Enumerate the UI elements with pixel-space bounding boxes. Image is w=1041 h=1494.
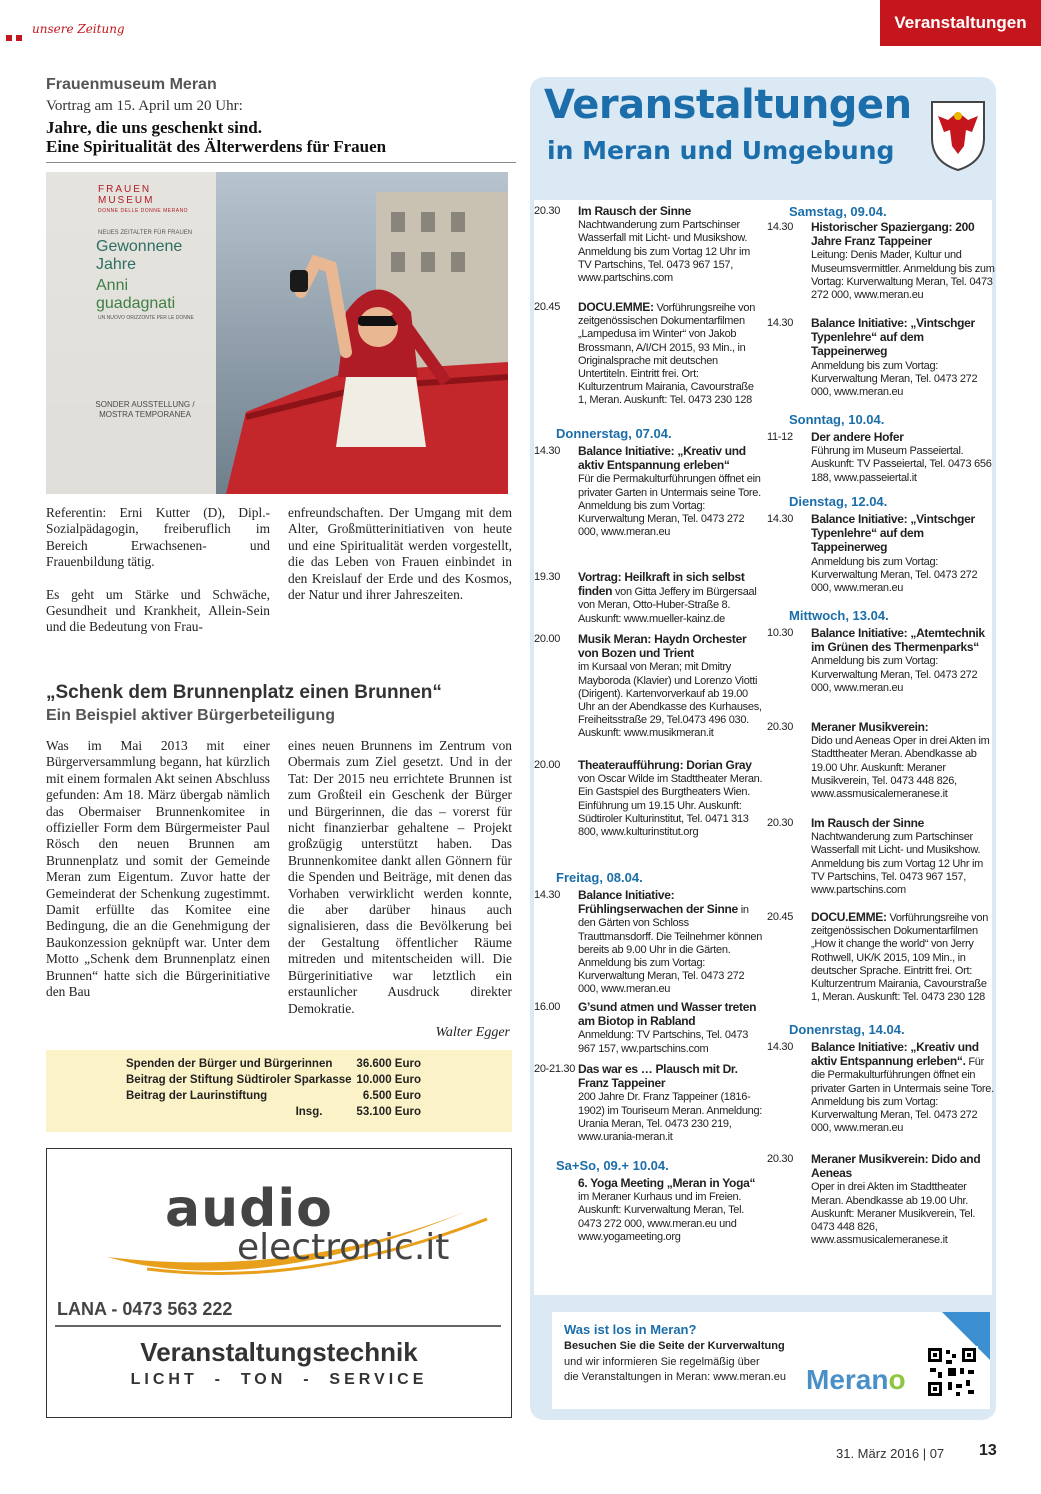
info-box [552,1312,990,1409]
event-item [534,759,766,871]
event-body: DOCU.EMME: Vorführungsreihe von zeitgenössischen Dokumentarfilmen „How it change the world“ von Jerry Rothwell, UK/K 2015, 109 Min., in deutscher Sprache. Eintritt frei. Ort: Kulturzentrum Mairania, Cavourstraße 1, Meran. Auskunft: Tel. 0473 230 128 [811,910,989,1004]
event-time: 20.30 [767,721,794,733]
event-body: G’sund atmen und Wasser treten am Biotop in Rabland Anmeldung: TV Partschins, Tel. 0473 967 157, ww.partschins.com [578,1000,757,1055]
header-squares [6,28,26,46]
article1-column2 [288,505,512,619]
event-body: DOCU.EMME: Vorführungsreihe von zeitgenössischen Dokumentarfilmen „Lampedusa im Winter“ von Jakob Brossmann, A/I/CH 2015, 93 Min., in Originalsprache mit deutschen Untertiteln. Eintritt frei. Ort: Kulturzentrum Mairania, Cavourstraße 1, Meran. Auskunft: Tel. 0473 230 128 [578,300,756,407]
event-time: 14.30 [767,1041,794,1053]
event-body: Historischer Spaziergang: 200 Jahre Franz Tappeiner Leitung: Denis Mader, Kultur und Museumsvermittler. Anmeldung bis zum Vortag: Kurverwaltung Meran, Tel. 0473 272 000, www.meran.eu [811,220,995,302]
event-body: Balance Initiative: „Kreativ und aktiv Entspannung erleben“ Für die Permakulturführungen öffnet ein privater Garten in Untermais seine Tore. Anmeldung bis zum Vortag: Kurverwaltung Meran, Tel. 0473 272 000, www.meran.eu [578,444,761,539]
article1-title-line2: Eine Spiritualität des Älterwerdens für Frauen [46,137,387,156]
donation-row: Beitrag der Stiftung Südtiroler Sparkasse 10.000 Euro [126,1074,421,1086]
events-column-left [534,205,766,1257]
poster-illustration [46,172,508,494]
event-item [534,633,766,759]
article2-title: „Schenk dem Brunnenplatz einen Brunnen“ [46,682,442,703]
poster-title-de-line2: Jahre [96,256,137,273]
events-title: Veranstaltungen [544,82,912,128]
event-time: 20.45 [767,911,794,923]
day-heading: Sa+So, 09.+ 10.04. [556,1158,669,1173]
poster-museum-line2: MUSEUM [98,195,155,206]
event-time: 11-12 [767,431,793,443]
article2-subtitle: Ein Beispiel aktiver Bürgerbeteiligung [46,707,335,724]
qr-code-icon [926,1346,978,1398]
event-body: 6. Yoga Meeting „Meran in Yoga“ im Meraner Kurhaus und im Freien. Auskunft: Kurverwaltung Meran, Tel. 0473 272 000, www.meran.eu und www.yogameeting.org [578,1176,756,1243]
event-body: Der andere Hofer Führung im Museum Passeiertal. Auskunft: TV Passeiertal, Tel. 0473 656 188, www.passeiertal.it [811,430,992,484]
article2-column1: Was im Mai 2013 mit einer Bürgerversammlung begann, hat kürzlich mit einem formalen Akt seinen Abschluss gefunden: Am 18. März übergab nämlich das Obermaiser Brunnenkomitee in offizieller Form dem Bürgermeister Paul Rösch den neuen Brunnen am Brunnenplatz und somit der Gemeinde Meran zum Eigentum. Zuvor hatte der Gemeinderat der Schenkung zugestimmt. Damit erfüllte das Komitee eine Bedingung, die an die Genehmigung der Baukonzession geknüpft war. Unter dem Motto „Schenk dem Brunnenplatz einen Brunnen“ hatte sich die Bürgerinitiative den Bau [46,738,270,1000]
event-body: Musik Meran: Haydn Orchester von Bozen und Trient im Kursaal von Meran; mit Dmitry Mayboroda (Klavier) und Lorenzo Viotti (Dirigent). Kartenvorverkauf ab 19.00 Uhr an der Abendkasse des Kurhauses, Freiheitsstraße 29, Tel.0473 496 030. Auskunft: www.musikmeran.it [578,632,762,740]
day-heading: Sonntag, 10.04. [789,412,885,427]
event-item [767,911,992,1023]
donations-box [46,1050,512,1132]
ad-brand-electronic: electronic.it [237,1227,450,1268]
donation-total-row: Insg. 53.100 Euro [295,1106,421,1118]
event-body: Vortrag: Heilkraft in sich selbst finden von Gitta Jeffery im Bürgersaal von Meran, Otto-Huber-Straße 8. Auskunft: www.mueller-kainz.de [578,570,757,625]
ad-headline: Veranstaltungstechnik [140,1337,418,1367]
event-item [767,431,992,495]
ad-brand-audio: audio [165,1179,333,1239]
event-time: 14.30 [534,889,561,901]
event-item [534,1177,766,1257]
poster-exhibit-label [86,400,204,420]
event-time: 20.00 [534,759,561,771]
poster-kicker: NEUES ZEITALTER FÜR FRAUEN [98,230,193,236]
day-heading: Mittwoch, 13.04. [789,608,889,623]
event-time: 14.30 [767,513,794,525]
event-time: 10.30 [767,627,794,639]
article1-paragraph: Referentin: Erni Kutter (D), Dipl.-Sozialpädagogin, freiberuflich im Bereich Erwachsenen- und Frauenbildung tätig. [46,505,270,570]
event-body: Balance Initiative: Frühlingserwachen der Sinne in den Gärten von Schloss Trauttmansdorff. Die Teilnehmer können bereits ab 9.00 Uhr in die Gärten. Anmeldung bis zum Vortag: Kurverwaltung Meran, Tel. 0473 272 000, www.meran.eu [578,888,763,996]
event-body: Theateraufführung: Dorian Gray von Oscar Wilde im Stadttheater Meran. Ein Gastspiel des Burgtheaters Wien. Einführung um 19.15 Uhr. Auskunft: Südtiroler Kulturinstitut, Tel. 0471 313 800, www.kulturinstitut.org [578,758,763,839]
event-time: 14.30 [767,221,794,233]
ad-phone: LANA - 0473 563 222 [57,1299,233,1319]
event-item [767,220,995,317]
event-item [767,1041,992,1153]
event-item [767,513,992,609]
article1-paragraph: Es geht um Stärke und Schwäche, Gesundheit und Krankheit, Allein-Sein und die Bedeutung von Frau- [46,586,270,635]
poster-title-it [96,277,175,313]
event-item [534,301,766,427]
section-tab: Veranstaltungen [880,0,1041,46]
article1-kicker: Frauenmuseum Meran [46,76,217,93]
poster-title-it-line2: guadagnati [96,295,176,312]
event-body: Im Rausch der Sinne Nachtwanderung zum Partschinser Wasserfall mit Licht- und Musikshow. Anmeldung bis zum Vortag 12 Uhr im TV Partschins, Tel. 0473 967 157, www.partschins.com [811,816,983,897]
event-time: 16.00 [534,1001,561,1013]
event-item [534,571,766,633]
events-subtitle: in Meran und Umgebung [547,136,895,165]
poster-title-de-line1: Gewonnene [96,238,183,255]
donation-row: Beitrag der Laurinstiftung 6.500 Euro [126,1090,421,1102]
poster-title-it-line1: Anni [96,277,129,294]
merano-logo: Merano [806,1364,906,1395]
event-body: Balance Initiative: „Vintschger Typenlehre“ auf dem Tappeinerweg Anmeldung bis zum Vortag: Kurverwaltung Meran, Tel. 0473 272 000, www.meran.eu [811,512,978,595]
event-time: 20.30 [534,205,561,217]
exhibition-poster-photo [46,172,508,494]
event-item [767,627,992,721]
article1-paragraph: enfreundschaften. Der Umgang mit dem Alter, Großmütterinitiativen von heute und eine Spiritualität werden vorgestellt, die das Leben von Frauen einbindet in den Kreislauf der Erde und des Kosmos, der Natur und ihrer Jahreszeiten. [288,505,512,603]
page-number: 13 [979,1442,997,1459]
event-time: 19.30 [534,571,561,583]
info-line1: Besuchen Sie die Seite der Kurverwaltung [564,1340,785,1352]
poster-exhibit-it: MOSTRA TEMPORANEA [99,410,191,419]
event-body: Balance Initiative: „Atemtechnik im Grünen des Thermenparks“ Anmeldung bis zum Vortag: Kurverwaltung Meran, Tel. 0473 272 000, www.meran.eu [811,626,985,694]
event-body: Im Rausch der Sinne Nachtwanderung zum Partschinser Wasserfall mit Licht- und Musikshow. Anmeldung bis zum Vortag 12 Uhr im TV Partschins, Tel. 0473 967 157, www.partschins.com [578,204,750,285]
article1-title [46,118,516,156]
event-time: 20.30 [767,817,794,829]
event-body: Meraner Musikverein: Dido and Aeneas Oper in drei Akten im Stadttheater Meran. Abendkasse ab 19.00 Uhr. Auskunft: Meraner Musikverein, Tel. 0473 448 826, www.assmusicalemeranese.it [811,1152,981,1247]
ad-tagline: LICHT - TON - SERVICE [130,1371,428,1388]
day-heading: Donenrstag, 14.04. [789,1022,905,1037]
poster-museum-line3: DONNE DELLE DONNE MERANO [98,208,189,214]
poster-it-subtitle: UN NUOVO ORIZZONTE PER LE DONNE [98,315,194,321]
ad-divider [55,1325,501,1327]
event-time: 20.45 [534,301,561,313]
event-item [534,445,766,571]
event-body: Balance Initiative: „Vintschger Typenlehre“ auf dem Tappeinerweg Anmeldung bis zum Vortag: Kurverwaltung Meran, Tel. 0473 272 000, www.meran.eu [811,316,978,399]
article2-author: Walter Egger [435,1025,510,1040]
event-item [767,317,992,413]
advertisement [46,1148,512,1418]
event-body: Meraner Musikverein: Dido und Aeneas Oper in drei Akten im Stadttheater Meran. Abendkasse ab 19.00 Uhr. Auskunft: Meraner Musikverein, Tel. 0473 448 826, www.assmusicalemeranese.it [811,720,990,801]
donation-row: Spenden der Bürger und Bürgerinnen 36.600 Euro [126,1058,421,1070]
event-time: 14.30 [534,445,561,457]
event-item [534,1001,766,1063]
event-item [534,889,766,1001]
event-item [767,1153,992,1249]
poster-museum-line1: FRAUEN [98,184,152,195]
article1-subtitle: Vortrag am 15. April um 20 Uhr: [46,98,243,114]
event-time: 14.30 [767,317,794,329]
event-time: 20.30 [767,1153,794,1165]
event-item [534,1063,766,1159]
event-body: Das war es … Plausch mit Dr. Franz Tappeiner 200 Jahre Dr. Franz Tappeiner (1816-1902) im Touriseum Meran. Anmeldung: Urania Meran, Tel. 0473 230 219, www.urania-meran.it [578,1062,763,1144]
info-question: Was ist los in Meran? [564,1322,697,1337]
event-item [767,817,992,911]
events-column-right [767,204,995,1249]
issue-date: 31. März 2016 | 07 [836,1446,945,1461]
event-body: Balance Initiative: „Kreativ und aktiv Entspannung erleben“. Für die Permakulturführungen öffnet ein privater Garten in Untermais seine Tore. Anmeldung bis zum Vortag: Kurverwaltung Meran, Tel. 0473 272 000, www.meran.eu [811,1040,994,1135]
poster-title-de [96,238,182,274]
event-time: 20.00 [534,633,561,645]
info-line3: die Veranstaltungen in Meran: www.meran.eu [564,1371,786,1383]
day-heading: Donnerstag, 07.04. [556,426,672,441]
article1-column1 [46,505,270,652]
day-heading: Freitag, 08.04. [556,870,643,885]
divider [46,162,516,163]
poster-exhibit-de: SONDER AUSSTELLUNG / [95,400,195,409]
info-line2: und wir informieren Sie regelmäßig über [564,1356,760,1368]
poster-museum-logo [98,184,188,217]
event-time: 20-21.30 [534,1063,576,1075]
event-item [534,205,766,301]
coat-of-arms-icon [928,98,988,172]
day-heading: Dienstag, 12.04. [789,494,888,509]
article1-title-line1: Jahre, die uns geschenkt sind. [46,118,263,137]
article2-column2: eines neuen Brunnens im Zentrum von Obermais zum Ziel gesetzt. Und in der Tat: Der 2015 neu errichtete Brunnen ist zum Großteil ein Geschenk der Bürger und Bürgerinnen, die das – vorerst für nicht finanzierbar gehaltene – Projekt großzügig unterstützt haben. Das Brunnenkomitee dankt allen Gönnern für die Spenden und Beiträge, mit denen das Vorhaben verwirklicht werden konnte, die aber darüber hinaus auch signalisieren, dass die Bevölkerung bei der Gestaltung öffentlicher Räume mitreden und mitentscheiden will. Die Bürgerinitiative war letztlich ein erstaunlicher Ausdruck direkter Demokratie. [288,738,512,1016]
event-item [767,721,992,817]
day-heading: Samstag, 09.04. [789,204,887,219]
newspaper-logo: unsere Zeitung [32,22,125,36]
